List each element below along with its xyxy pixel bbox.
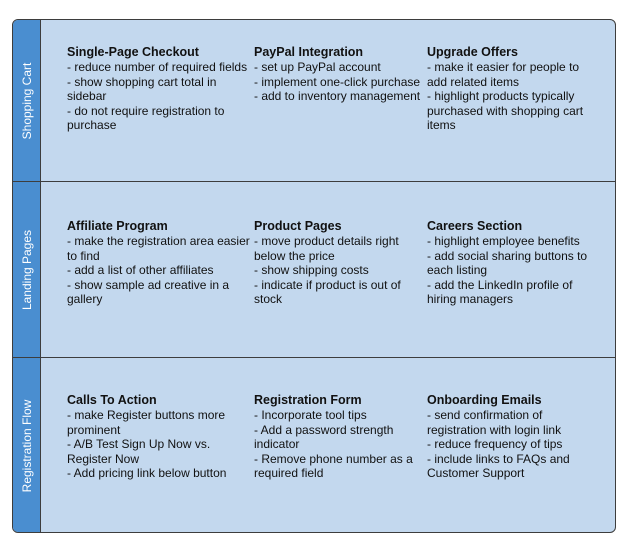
card-item: - set up PayPal account: [254, 60, 381, 74]
card-item: - A/B Test Sign Up Now vs. Register Now: [67, 437, 211, 466]
swimlane-label-strip: [13, 182, 41, 357]
card-item: - highlight products typically purchased with shopping cart items: [427, 89, 584, 132]
card-item: - include links to FAQs and Customer Support: [427, 451, 570, 480]
card-paypal-integration: [254, 45, 427, 181]
swimlane-label: Shopping Cart: [19, 62, 34, 139]
card-registration-form: [254, 393, 427, 533]
swimlane-landing-pages: [13, 181, 615, 357]
card-item: - move product details right below the price: [254, 234, 399, 263]
card-item: - Add pricing link below button: [67, 466, 227, 480]
card-title: Registration Form: [254, 393, 362, 407]
swimlane-shopping-cart: [13, 20, 615, 181]
card-item: - indicate if product is out of stock: [254, 277, 401, 306]
card-item: - add social sharing buttons to each listing: [427, 248, 588, 277]
card-product-pages: [254, 219, 427, 357]
card-item: - reduce number of required fields: [67, 60, 248, 74]
card-onboarding-emails: [427, 393, 591, 533]
card-title: PayPal Integration: [254, 45, 364, 59]
card-item: - make the registration area easier to find: [67, 234, 250, 263]
card-title: Upgrade Offers: [427, 45, 518, 59]
card-title: Onboarding Emails: [427, 393, 542, 407]
card-item: - highlight employee benefits: [427, 234, 580, 248]
card-item: - add to inventory management: [254, 89, 421, 103]
card-item: - add a list of other affiliates: [67, 263, 214, 277]
card-item: - reduce frequency of tips: [427, 437, 563, 451]
card-single-page-checkout: [67, 45, 254, 181]
card-item: - show shopping cart total in sidebar: [67, 74, 217, 103]
card-item: - Add a password strength indicator: [254, 422, 394, 451]
card-item: - implement one-click purchase: [254, 74, 421, 89]
card-title: Product Pages: [254, 219, 342, 233]
card-item: - do not require registration to purchase: [67, 103, 225, 132]
card-item: - send confirmation of registration with login link: [427, 408, 562, 437]
swimlane-board: [12, 19, 616, 533]
card-item: - add the LinkedIn profile of hiring managers: [427, 277, 573, 306]
swimlane-label: Registration Flow: [19, 399, 34, 493]
card-item: - show shipping costs: [254, 263, 369, 277]
card-item: - make it easier for people to add related items: [427, 60, 580, 89]
card-title: Calls To Action: [67, 393, 157, 407]
card-title: Single-Page Checkout: [67, 45, 199, 59]
card-upgrade-offers: [427, 45, 591, 181]
card-title: Affiliate Program: [67, 219, 168, 233]
swimlane-label-strip: [13, 358, 41, 533]
card-careers-section: [427, 219, 591, 357]
card-item: - show sample ad creative in a gallery: [67, 277, 230, 306]
card-item: - Incorporate tool tips: [254, 408, 367, 422]
card-item: - Remove phone number as a required field: [254, 451, 413, 480]
card-calls-to-action: [67, 393, 254, 533]
card-title: Careers Section: [427, 219, 523, 233]
swimlane-label: Landing Pages: [19, 229, 34, 310]
card-affiliate-program: [67, 219, 254, 357]
swimlane-label-strip: [13, 20, 41, 181]
card-item: - make Register buttons more prominent: [67, 408, 226, 437]
swimlane-registration-flow: [13, 357, 615, 533]
